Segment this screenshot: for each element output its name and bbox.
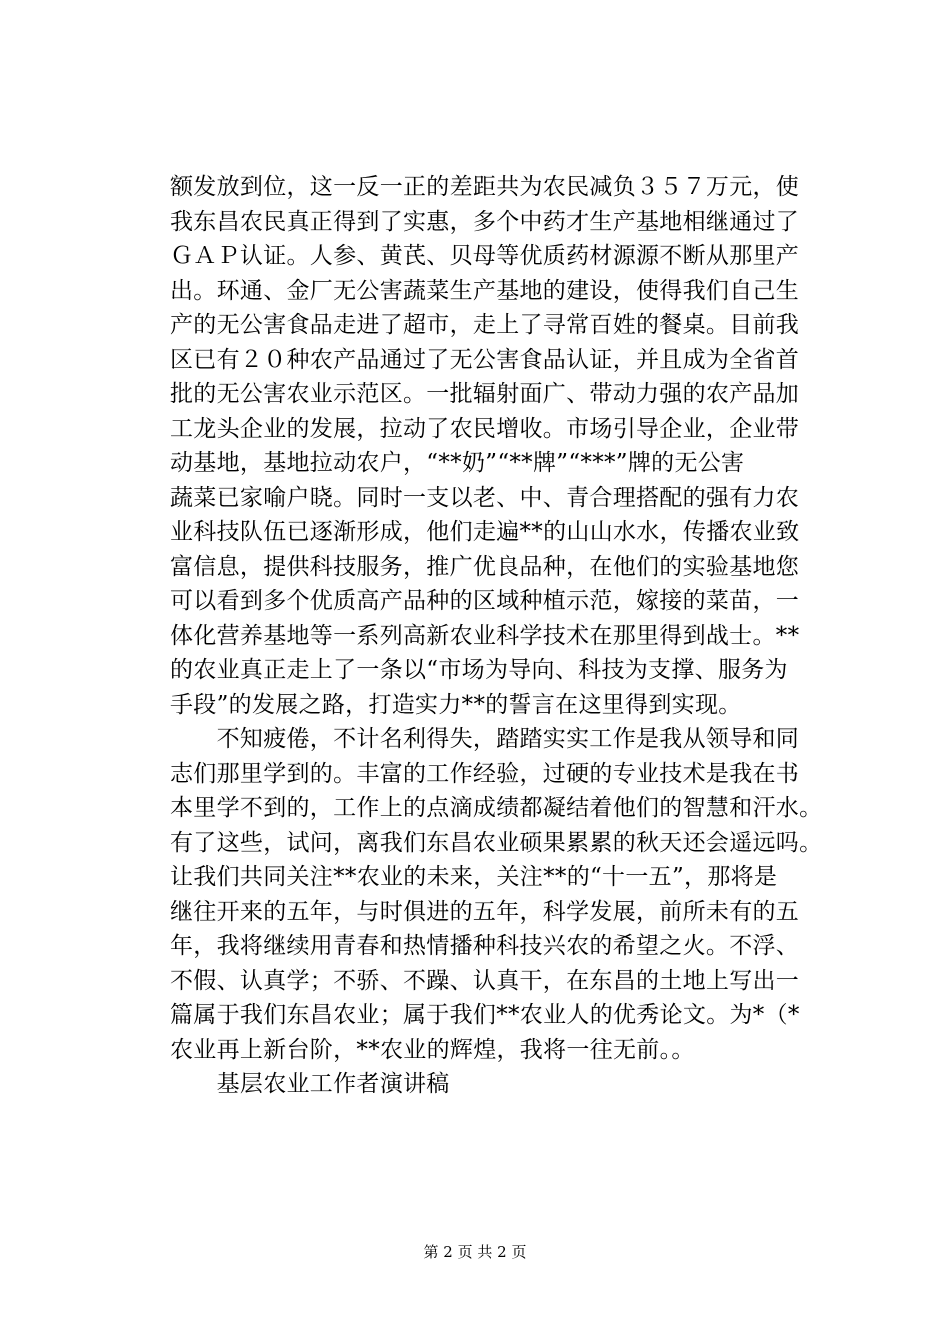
text-line: 出。环通、金厂无公害蔬菜生产基地的建设，使得我们自己生 bbox=[170, 277, 800, 304]
text-line: ＧＡＰ认证。人参、黄芪、贝母等优质药材源源不断从那里产 bbox=[170, 243, 800, 269]
text-line: 农业再上新台阶，**农业的辉煌，我将一往无前。。 bbox=[170, 1036, 695, 1063]
text-line: 蔬菜已家喻户晓。同时一支以老、中、青合理搭配的强有力农 bbox=[170, 484, 800, 511]
text-line: 让我们共同关注**农业的未来，关注**的“十一五”，那将是 bbox=[170, 864, 778, 890]
paragraph-start-line: 不知疲倦，不计名利得失，踏踏实实工作是我从领导和同 bbox=[170, 726, 800, 752]
document-title-line: 基层农业工作者演讲稿 bbox=[170, 1071, 450, 1097]
text-line: 篇属于我们东昌农业；属于我们**农业人的优秀论文。为*（* bbox=[170, 1002, 800, 1028]
text-line: 继往开来的五年，与时俱进的五年，科学发展，前所未有的五 bbox=[170, 898, 800, 925]
text-line: 有了这些，试问，离我们东昌农业硕果累累的秋天还会遥远吗。 bbox=[170, 829, 823, 856]
text-line: 体化营养基地等一系列高新农业科学技术在那里得到战士。** bbox=[170, 622, 800, 649]
text-line: 工龙头企业的发展，拉动了农民增收。市场引导企业，企业带 bbox=[170, 415, 800, 442]
body-text bbox=[170, 170, 850, 1102]
text-line: 不假、认真学；不骄、不躁、认真干，在东昌的土地上写出一 bbox=[170, 967, 800, 994]
text-line: 区已有２０种农产品通过了无公害食品认证，并且成为全省首 bbox=[170, 346, 800, 373]
text-line: 动基地，基地拉动农户，“**奶”“**牌”“***”牌的无公害 bbox=[170, 450, 745, 476]
text-line: 业科技队伍已逐渐形成，他们走遍**的山山水水，传播农业致 bbox=[170, 519, 800, 545]
text-line: 的农业真正走上了一条以“市场为导向、科技为支撑、服务为 bbox=[170, 657, 788, 683]
text-line: 手段”的发展之路，打造实力**的誓言在这里得到实现。 bbox=[170, 691, 742, 718]
page-number-footer: 第 2 页 共 2 页 bbox=[423, 1243, 527, 1261]
text-line: 批的无公害农业示范区。一批辐射面广、带动力强的农产品加 bbox=[170, 381, 800, 407]
text-line: 年，我将继续用青春和热情播种科技兴农的希望之火。不浮、 bbox=[170, 933, 800, 959]
text-line: 产的无公害食品走进了超市，走上了寻常百姓的餐桌。目前我 bbox=[170, 312, 800, 338]
text-line: 富信息，提供科技服务，推广优良品种，在他们的实验基地您 bbox=[170, 553, 800, 580]
text-line: 我东昌农民真正得到了实惠，多个中药才生产基地相继通过了 bbox=[170, 208, 800, 235]
text-line: 可以看到多个优质高产品种的区域种植示范，嫁接的菜苗，一 bbox=[170, 588, 800, 614]
text-line: 志们那里学到的。丰富的工作经验，过硬的专业技术是我在书 bbox=[170, 760, 800, 787]
text-line: 本里学不到的，工作上的点滴成绩都凝结着他们的智慧和汗水。 bbox=[170, 795, 823, 821]
text-line: 额发放到位，这一反一正的差距共为农民减负３５７万元，使 bbox=[170, 174, 800, 200]
